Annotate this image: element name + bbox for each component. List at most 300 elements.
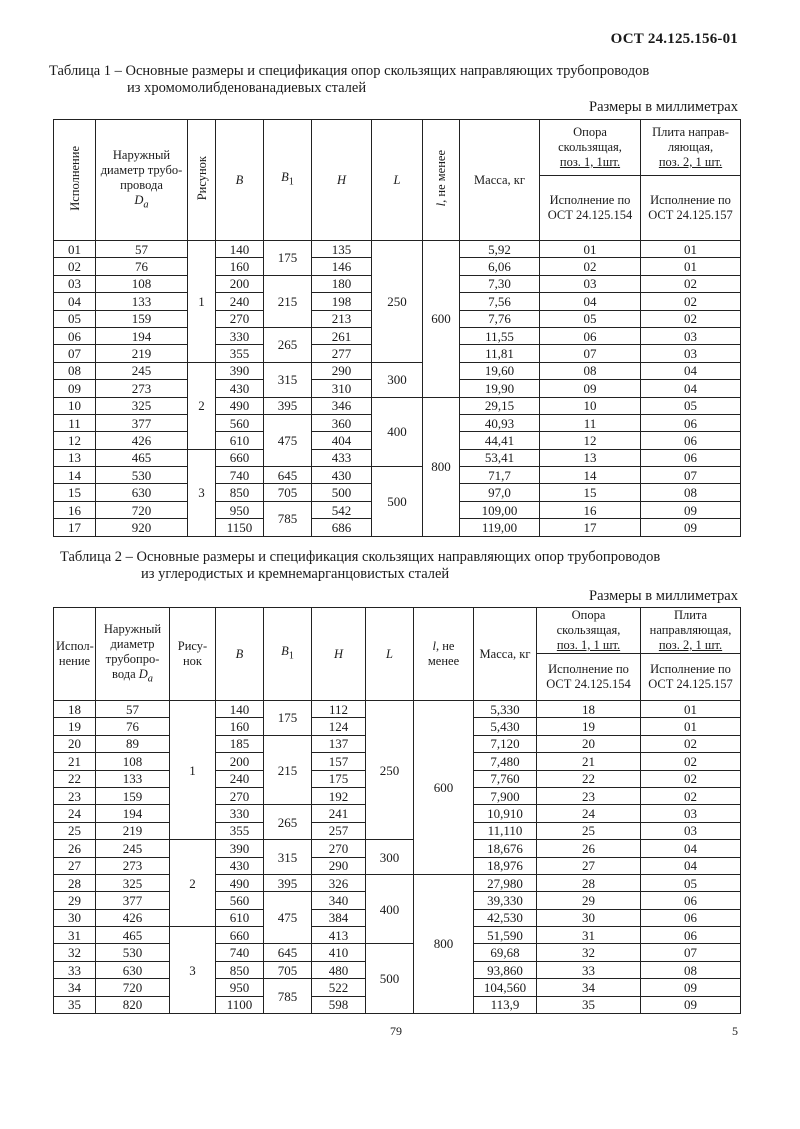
cell-b: 850: [216, 484, 264, 501]
cell-execution: 29: [54, 892, 96, 909]
cell-mass: 11,55: [460, 327, 540, 344]
header-h: H: [312, 608, 366, 701]
table1-caption-line2: из хромомолибденованадиевых сталей: [127, 80, 367, 96]
cell-plate: 07: [641, 944, 741, 961]
header-plate-std: Исполнение по ОСТ 24.125.157: [641, 654, 741, 701]
table1: [53, 119, 741, 537]
header-b1: $B_1$: [264, 120, 312, 241]
cell-mass: 7,120: [474, 735, 537, 752]
header-diameter: Наружный диаметр трубопро-вода $D_a$: [96, 608, 170, 701]
cell-diameter: 377: [96, 414, 188, 431]
cell-execution: 17: [54, 519, 96, 536]
cell-execution: 28: [54, 874, 96, 891]
cell-plate: 03: [641, 327, 741, 344]
cell-support: 12: [540, 432, 641, 449]
table2-units: Размеры в миллиметрах: [589, 588, 738, 604]
cell-mass: 18,676: [474, 840, 537, 857]
cell-b: 950: [216, 979, 264, 996]
cell-diameter: 325: [96, 397, 188, 414]
cell-b: 140: [216, 701, 264, 718]
cell-diameter: 89: [96, 735, 170, 752]
cell-plate: 02: [641, 735, 741, 752]
cell-b: 200: [216, 275, 264, 292]
cell-h: 290: [312, 857, 366, 874]
cell-diameter: 108: [96, 275, 188, 292]
cell-b: 355: [216, 345, 264, 362]
cell-b: 610: [216, 909, 264, 926]
cell-plate: 05: [641, 874, 741, 891]
cell-diameter: 108: [96, 753, 170, 770]
cell-diameter: 219: [96, 345, 188, 362]
header-execution: Испол-нение: [54, 608, 96, 701]
cell-plate: 03: [641, 805, 741, 822]
cell-diameter: 530: [96, 944, 170, 961]
cell-execution: 27: [54, 857, 96, 874]
cell-mass: 5,92: [460, 241, 540, 258]
header-b1: $B_1$: [264, 608, 312, 701]
cell-diameter: 159: [96, 787, 170, 804]
cell-b: 490: [216, 397, 264, 414]
cell-execution: 31: [54, 927, 96, 944]
cell-support: 31: [537, 927, 641, 944]
cell-support: 09: [540, 380, 641, 397]
cell-execution: 14: [54, 467, 96, 484]
cell-h: 192: [312, 787, 366, 804]
table-row: [54, 362, 741, 379]
cell-mass: 7,480: [474, 753, 537, 770]
cell-plate: 06: [641, 414, 741, 431]
cell-h: 198: [312, 293, 372, 310]
cell-execution: 07: [54, 345, 96, 362]
cell-l-min: 800: [423, 397, 460, 536]
cell-b: 850: [216, 961, 264, 978]
cell-execution: 03: [54, 275, 96, 292]
cell-b1: 645: [264, 467, 312, 484]
header-l-length: L: [372, 120, 423, 241]
cell-execution: 02: [54, 258, 96, 275]
cell-support: 03: [540, 275, 641, 292]
cell-mass: 119,00: [460, 519, 540, 536]
cell-mass: 39,330: [474, 892, 537, 909]
cell-diameter: 630: [96, 484, 188, 501]
cell-mass: 5,330: [474, 701, 537, 718]
cell-diameter: 465: [96, 449, 188, 466]
cell-execution: 05: [54, 310, 96, 327]
page-number-center: 79: [390, 1024, 402, 1038]
cell-b1: 475: [264, 414, 312, 466]
cell-b1: 705: [264, 961, 312, 978]
cell-b1: 395: [264, 397, 312, 414]
cell-b: 740: [216, 467, 264, 484]
cell-execution: 09: [54, 380, 96, 397]
cell-b: 560: [216, 892, 264, 909]
table-row: [54, 874, 741, 891]
cell-mass: 29,15: [460, 397, 540, 414]
cell-plate: 01: [641, 718, 741, 735]
cell-b: 950: [216, 501, 264, 518]
cell-support: 22: [537, 770, 641, 787]
cell-diameter: 219: [96, 822, 170, 839]
cell-support: 29: [537, 892, 641, 909]
cell-diameter: 377: [96, 892, 170, 909]
header-l-min: l, не менее: [423, 120, 460, 241]
cell-support: 04: [540, 293, 641, 310]
cell-support: 21: [537, 753, 641, 770]
cell-b: 1150: [216, 519, 264, 536]
cell-support: 20: [537, 735, 641, 752]
cell-diameter: 820: [96, 996, 170, 1013]
cell-h: 157: [312, 753, 366, 770]
cell-execution: 34: [54, 979, 96, 996]
cell-b: 160: [216, 718, 264, 735]
cell-plate: 06: [641, 432, 741, 449]
cell-h: 213: [312, 310, 372, 327]
cell-b1: 705: [264, 484, 312, 501]
cell-h: 310: [312, 380, 372, 397]
cell-b1: 475: [264, 892, 312, 944]
cell-execution: 26: [54, 840, 96, 857]
cell-plate: 01: [641, 258, 741, 275]
table1-units: Размеры в миллиметрах: [589, 99, 738, 115]
cell-execution: 22: [54, 770, 96, 787]
cell-h: 480: [312, 961, 366, 978]
cell-diameter: 57: [96, 701, 170, 718]
cell-b: 240: [216, 293, 264, 310]
cell-h: 270: [312, 840, 366, 857]
cell-b: 140: [216, 241, 264, 258]
cell-l-min: 600: [414, 701, 474, 875]
header-plate-std: Исполнение по ОСТ 24.125.157: [641, 176, 741, 241]
table-row: [54, 241, 741, 258]
cell-plate: 04: [641, 380, 741, 397]
cell-support: 27: [537, 857, 641, 874]
header-mass: Масса, кг: [474, 608, 537, 701]
cell-plate: 09: [641, 979, 741, 996]
cell-execution: 06: [54, 327, 96, 344]
cell-execution: 04: [54, 293, 96, 310]
cell-plate: 09: [641, 501, 741, 518]
cell-b1: 265: [264, 327, 312, 362]
cell-support: 18: [537, 701, 641, 718]
cell-support: 15: [540, 484, 641, 501]
cell-execution: 08: [54, 362, 96, 379]
cell-b1: 315: [264, 840, 312, 875]
cell-h: 112: [312, 701, 366, 718]
table1-caption: [49, 63, 749, 97]
cell-mass: 6,06: [460, 258, 540, 275]
cell-diameter: 530: [96, 467, 188, 484]
cell-plate: 06: [641, 909, 741, 926]
header-execution: Исполнение: [54, 120, 96, 241]
cell-execution: 25: [54, 822, 96, 839]
cell-h: 326: [312, 874, 366, 891]
cell-b: 390: [216, 840, 264, 857]
cell-execution: 16: [54, 501, 96, 518]
header-support-std: Исполнение по ОСТ 24.125.154: [540, 176, 641, 241]
cell-plate: 09: [641, 519, 741, 536]
cell-l-length: 400: [372, 397, 423, 467]
cell-h: 175: [312, 770, 366, 787]
cell-plate: 02: [641, 787, 741, 804]
cell-support: 17: [540, 519, 641, 536]
cell-support: 02: [540, 258, 641, 275]
cell-l-length: 400: [366, 874, 414, 944]
cell-b: 1100: [216, 996, 264, 1013]
cell-h: 146: [312, 258, 372, 275]
document-code: ОСТ 24.125.156-01: [610, 31, 738, 47]
cell-mass: 10,910: [474, 805, 537, 822]
cell-execution: 11: [54, 414, 96, 431]
cell-b1: 175: [264, 241, 312, 276]
cell-l-min: 600: [423, 241, 460, 398]
cell-support: 28: [537, 874, 641, 891]
cell-plate: 04: [641, 857, 741, 874]
cell-diameter: 133: [96, 770, 170, 787]
table2: [53, 607, 741, 1014]
cell-diameter: 76: [96, 258, 188, 275]
cell-support: 08: [540, 362, 641, 379]
header-support: Опора скользящая, поз. 1, 1шт.: [540, 120, 641, 176]
cell-plate: 06: [641, 927, 741, 944]
cell-diameter: 133: [96, 293, 188, 310]
header-l-length: L: [366, 608, 414, 701]
cell-execution: 10: [54, 397, 96, 414]
cell-plate: 06: [641, 892, 741, 909]
cell-mass: 7,900: [474, 787, 537, 804]
cell-mass: 51,590: [474, 927, 537, 944]
table1-caption-line1: Таблица 1 – Основные размеры и спецификация опор скользящих направляющих трубопроводов: [49, 63, 650, 79]
cell-diameter: 194: [96, 805, 170, 822]
cell-h: 241: [312, 805, 366, 822]
cell-mass: 7,760: [474, 770, 537, 787]
cell-plate: 03: [641, 822, 741, 839]
cell-mass: 42,530: [474, 909, 537, 926]
cell-mass: 27,980: [474, 874, 537, 891]
cell-mass: 104,560: [474, 979, 537, 996]
cell-execution: 18: [54, 701, 96, 718]
cell-diameter: 426: [96, 909, 170, 926]
cell-diameter: 426: [96, 432, 188, 449]
header-support: Опора скользящая, поз. 1, 1 шт.: [537, 608, 641, 654]
cell-diameter: 720: [96, 979, 170, 996]
cell-b: 160: [216, 258, 264, 275]
cell-b: 740: [216, 944, 264, 961]
cell-diameter: 720: [96, 501, 188, 518]
header-support-std: Исполнение по ОСТ 24.125.154: [537, 654, 641, 701]
cell-diameter: 920: [96, 519, 188, 536]
cell-h: 500: [312, 484, 372, 501]
cell-support: 23: [537, 787, 641, 804]
cell-execution: 13: [54, 449, 96, 466]
cell-support: 25: [537, 822, 641, 839]
header-figure: Рисунок: [188, 120, 216, 241]
cell-h: 404: [312, 432, 372, 449]
cell-mass: 113,9: [474, 996, 537, 1013]
cell-l-min: 800: [414, 874, 474, 1013]
cell-b1: 645: [264, 944, 312, 961]
cell-h: 346: [312, 397, 372, 414]
cell-execution: 24: [54, 805, 96, 822]
cell-l-length: 300: [366, 840, 414, 875]
cell-h: 261: [312, 327, 372, 344]
cell-diameter: 245: [96, 362, 188, 379]
cell-mass: 40,93: [460, 414, 540, 431]
cell-execution: 21: [54, 753, 96, 770]
cell-l-length: 500: [372, 467, 423, 537]
cell-b: 390: [216, 362, 264, 379]
cell-execution: 33: [54, 961, 96, 978]
header-figure: Рису-нок: [170, 608, 216, 701]
cell-h: 290: [312, 362, 372, 379]
cell-mass: 97,0: [460, 484, 540, 501]
cell-support: 10: [540, 397, 641, 414]
table-row: [54, 701, 741, 718]
cell-mass: 71,7: [460, 467, 540, 484]
table2-caption-line1: Таблица 2 – Основные размеры и спецификация скользящих направляющих опор трубопроводов: [60, 549, 661, 565]
cell-b1: 785: [264, 979, 312, 1014]
cell-plate: 02: [641, 753, 741, 770]
cell-figure: 1: [188, 241, 216, 363]
cell-execution: 15: [54, 484, 96, 501]
table-row: [54, 944, 741, 961]
cell-h: 360: [312, 414, 372, 431]
cell-b: 430: [216, 857, 264, 874]
cell-mass: 69,68: [474, 944, 537, 961]
header-h: H: [312, 120, 372, 241]
cell-mass: 7,76: [460, 310, 540, 327]
cell-plate: 08: [641, 484, 741, 501]
table-row: [54, 397, 741, 414]
cell-diameter: 194: [96, 327, 188, 344]
cell-l-length: 250: [366, 701, 414, 840]
cell-support: 35: [537, 996, 641, 1013]
header-l-min: l, не менее: [414, 608, 474, 701]
cell-plate: 02: [641, 275, 741, 292]
cell-h: 384: [312, 909, 366, 926]
cell-h: 180: [312, 275, 372, 292]
cell-h: 137: [312, 735, 366, 752]
header-plate: Плита направляющая, поз. 2, 1 шт.: [641, 608, 741, 654]
cell-b1: 395: [264, 874, 312, 891]
cell-support: 13: [540, 449, 641, 466]
cell-support: 05: [540, 310, 641, 327]
cell-b: 270: [216, 787, 264, 804]
cell-execution: 23: [54, 787, 96, 804]
header-plate: Плита направ-ляющая, поз. 2, 1 шт.: [641, 120, 741, 176]
cell-b1: 215: [264, 735, 312, 805]
cell-l-length: 300: [372, 362, 423, 397]
cell-h: 598: [312, 996, 366, 1013]
cell-support: 32: [537, 944, 641, 961]
cell-h: 433: [312, 449, 372, 466]
cell-figure: 3: [170, 927, 216, 1014]
cell-support: 33: [537, 961, 641, 978]
cell-plate: 02: [641, 310, 741, 327]
cell-execution: 32: [54, 944, 96, 961]
cell-mass: 19,90: [460, 380, 540, 397]
cell-figure: 3: [188, 449, 216, 536]
cell-b: 490: [216, 874, 264, 891]
cell-execution: 01: [54, 241, 96, 258]
cell-mass: 11,81: [460, 345, 540, 362]
cell-b: 560: [216, 414, 264, 431]
cell-diameter: 159: [96, 310, 188, 327]
cell-mass: 53,41: [460, 449, 540, 466]
cell-mass: 5,430: [474, 718, 537, 735]
cell-plate: 01: [641, 241, 741, 258]
cell-figure: 2: [170, 840, 216, 927]
cell-b: 240: [216, 770, 264, 787]
cell-diameter: 465: [96, 927, 170, 944]
cell-mass: 7,30: [460, 275, 540, 292]
cell-diameter: 245: [96, 840, 170, 857]
cell-execution: 30: [54, 909, 96, 926]
cell-b1: 785: [264, 501, 312, 536]
cell-support: 30: [537, 909, 641, 926]
table-row: [54, 840, 741, 857]
cell-mass: 11,110: [474, 822, 537, 839]
cell-h: 542: [312, 501, 372, 518]
cell-execution: 12: [54, 432, 96, 449]
cell-b: 660: [216, 449, 264, 466]
cell-support: 01: [540, 241, 641, 258]
cell-l-length: 500: [366, 944, 414, 1014]
cell-h: 413: [312, 927, 366, 944]
cell-diameter: 630: [96, 961, 170, 978]
cell-b: 355: [216, 822, 264, 839]
cell-b: 185: [216, 735, 264, 752]
cell-h: 340: [312, 892, 366, 909]
cell-plate: 08: [641, 961, 741, 978]
cell-mass: 44,41: [460, 432, 540, 449]
cell-support: 34: [537, 979, 641, 996]
table-row: [54, 467, 741, 484]
cell-b: 660: [216, 927, 264, 944]
cell-b1: 265: [264, 805, 312, 840]
cell-plate: 07: [641, 467, 741, 484]
cell-execution: 35: [54, 996, 96, 1013]
cell-h: 124: [312, 718, 366, 735]
cell-plate: 03: [641, 345, 741, 362]
cell-figure: 1: [170, 701, 216, 840]
cell-support: 24: [537, 805, 641, 822]
cell-support: 07: [540, 345, 641, 362]
cell-diameter: 325: [96, 874, 170, 891]
cell-b: 200: [216, 753, 264, 770]
cell-diameter: 76: [96, 718, 170, 735]
cell-support: 26: [537, 840, 641, 857]
cell-b1: 215: [264, 275, 312, 327]
cell-mass: 93,860: [474, 961, 537, 978]
cell-support: 19: [537, 718, 641, 735]
cell-mass: 109,00: [460, 501, 540, 518]
cell-h: 277: [312, 345, 372, 362]
cell-mass: 7,56: [460, 293, 540, 310]
cell-b1: 315: [264, 362, 312, 397]
cell-h: 410: [312, 944, 366, 961]
header-mass: Масса, кг: [460, 120, 540, 241]
cell-b1: 175: [264, 701, 312, 736]
cell-plate: 04: [641, 840, 741, 857]
cell-b: 270: [216, 310, 264, 327]
cell-l-length: 250: [372, 241, 423, 363]
cell-mass: 18,976: [474, 857, 537, 874]
cell-mass: 19,60: [460, 362, 540, 379]
cell-plate: 04: [641, 362, 741, 379]
cell-b: 430: [216, 380, 264, 397]
cell-diameter: 57: [96, 241, 188, 258]
cell-plate: 02: [641, 293, 741, 310]
